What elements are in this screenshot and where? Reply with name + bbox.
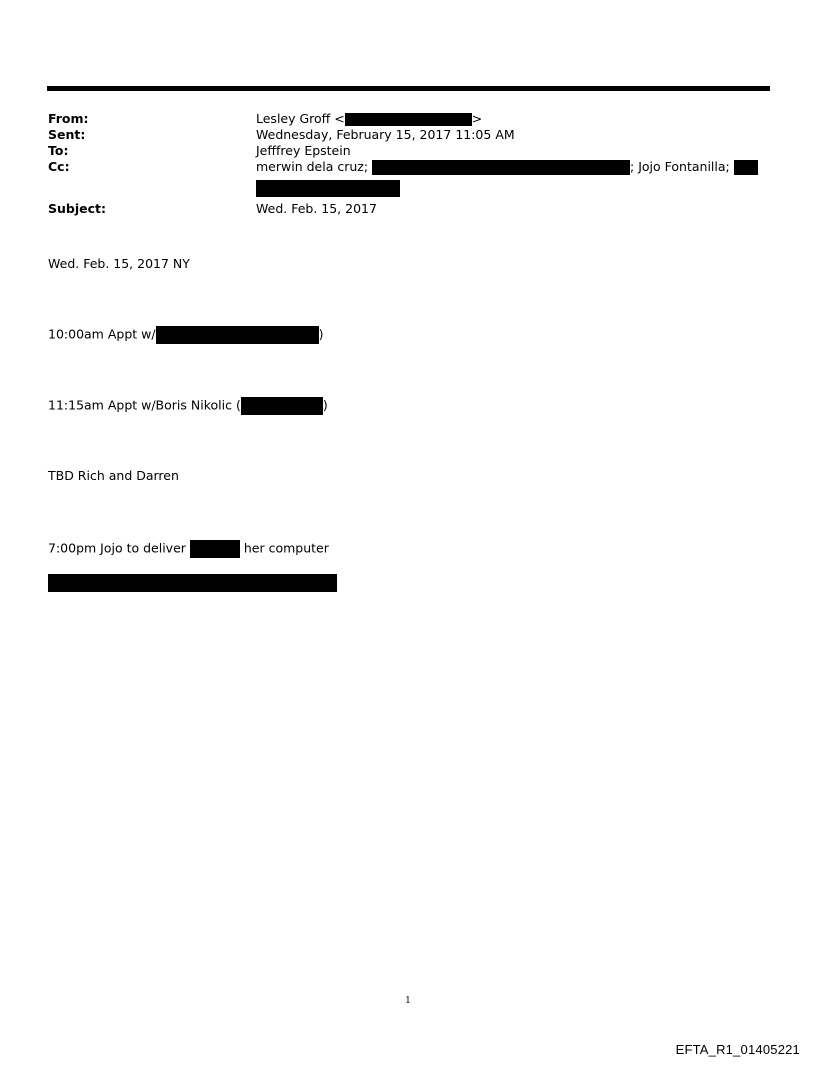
cc-middle: ; Jojo Fontanilla;	[630, 159, 730, 174]
redaction-box	[734, 160, 758, 175]
body-line-appt-1	[48, 326, 323, 344]
cc-label: Cc:	[48, 159, 70, 174]
redaction-box	[372, 160, 630, 175]
redaction-box	[345, 113, 472, 126]
from-value	[256, 112, 482, 126]
appt-2-tail: )	[322, 397, 328, 413]
delivery-tail: her computer	[243, 540, 329, 556]
header-rule	[47, 86, 770, 91]
redaction-box	[190, 540, 240, 558]
body-line-date: Wed. Feb. 15, 2017 NY	[48, 256, 190, 271]
appt-2-text: 11:15am Appt w/Boris Nikolic (	[48, 397, 241, 413]
subject-label: Subject:	[48, 201, 106, 216]
delivery-text: 7:00pm Jojo to deliver	[48, 540, 186, 556]
from-name: Lesley Groff <	[256, 111, 345, 126]
from-tail: >	[471, 111, 483, 126]
redaction-box	[48, 574, 337, 592]
document-id: EFTA_R1_01405221	[675, 1042, 800, 1057]
page-number: 1	[405, 996, 411, 1006]
appt-1-text: 10:00am Appt w/	[48, 326, 156, 342]
sent-value: Wednesday, February 15, 2017 11:05 AM	[256, 127, 515, 142]
cc-value	[256, 160, 758, 175]
cc-first: merwin dela cruz;	[256, 159, 369, 174]
subject-value: Wed. Feb. 15, 2017	[256, 201, 377, 216]
redaction-box	[256, 180, 400, 197]
body-line-tbd: TBD Rich and Darren	[48, 468, 179, 483]
redaction-box	[241, 397, 323, 415]
body-line-delivery	[48, 540, 329, 558]
sent-label: Sent:	[48, 127, 86, 142]
redaction-box	[156, 326, 319, 344]
appt-1-tail: )	[318, 326, 324, 342]
to-label: To:	[48, 143, 69, 158]
from-label: From:	[48, 111, 89, 126]
to-value: Jefffrey Epstein	[256, 143, 351, 158]
body-line-appt-2	[48, 397, 328, 415]
